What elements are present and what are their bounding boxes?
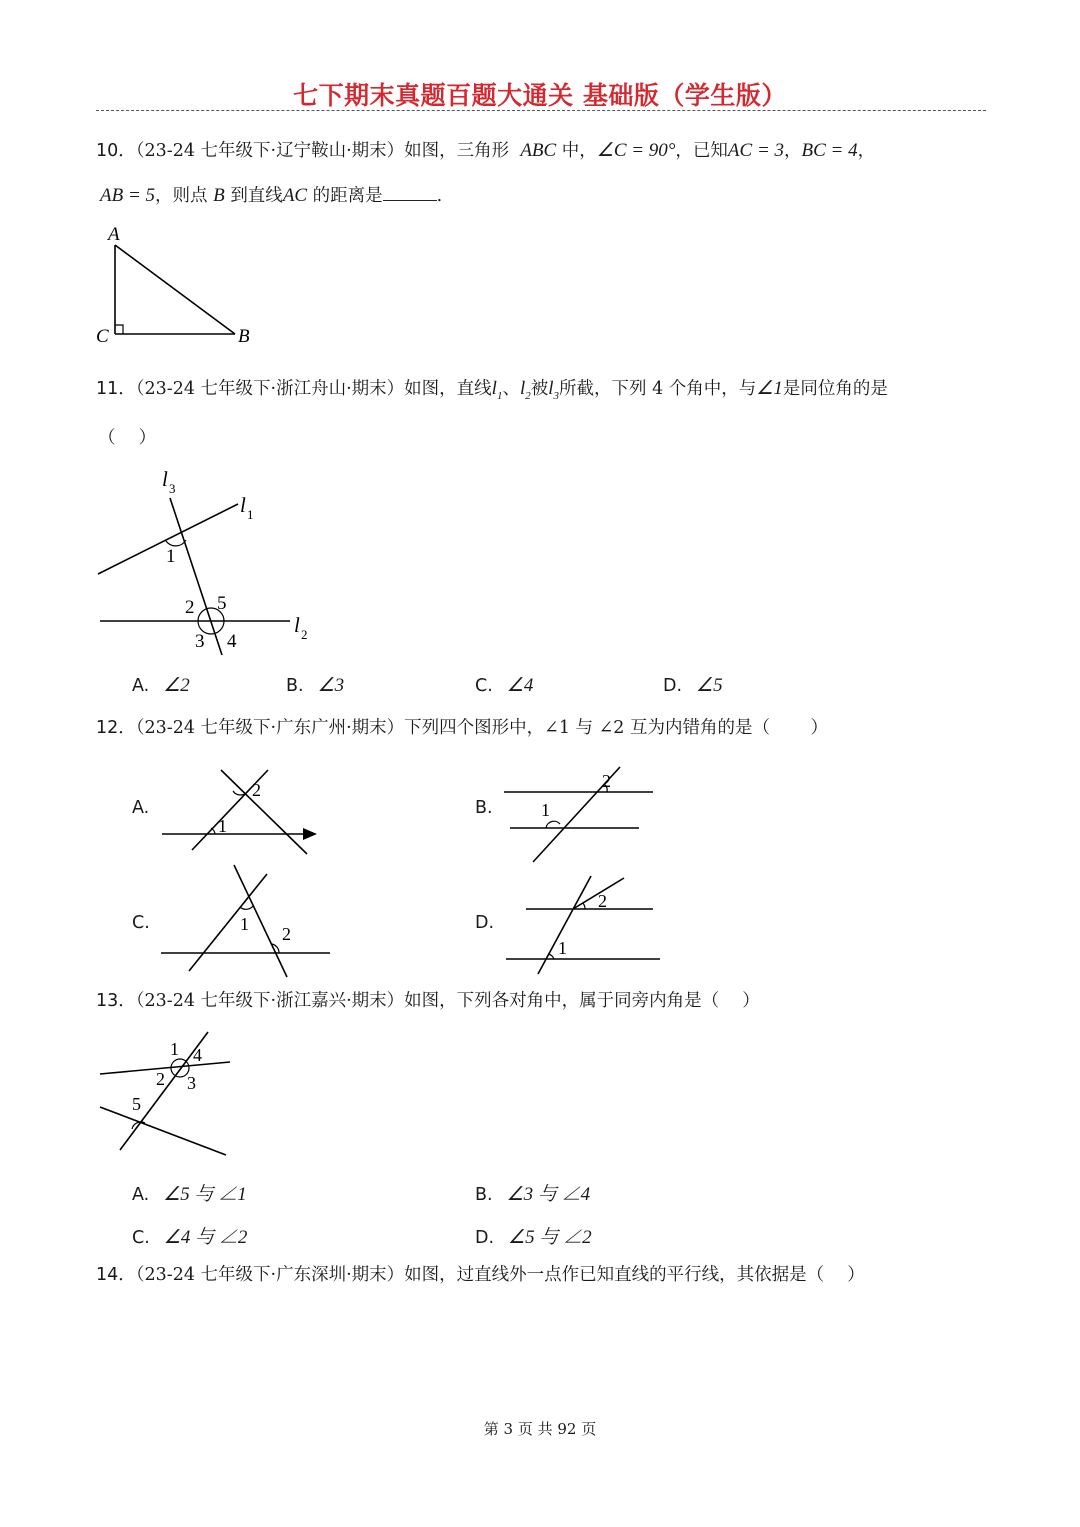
q10-label-b: B <box>238 326 250 347</box>
q12-option-a[interactable]: A. <box>132 798 150 818</box>
page-footer: 第 3 页 共 92 页 <box>483 1420 597 1438</box>
q13-line-top <box>100 1062 230 1074</box>
q12-number: 12． <box>96 718 136 738</box>
q10-line-1 <box>96 138 875 164</box>
q12b-label-2: 2 <box>602 771 611 791</box>
q10-text: ，则点 <box>155 186 208 206</box>
q10-ac-value: AC = 3 <box>727 140 785 161</box>
q13-source: （23-24 七年级下·浙江嘉兴·期末） <box>135 991 405 1011</box>
q13-label-5: 5 <box>132 1094 141 1114</box>
q12c-line-left <box>189 874 267 971</box>
q11-option-c[interactable]: C. ∠4 <box>475 675 534 696</box>
q12a-angle-1-arc <box>211 828 215 834</box>
q12-figure-a <box>155 765 325 860</box>
q13-label-2: 2 <box>156 1069 165 1089</box>
svg-text:l: l <box>294 613 300 637</box>
svg-text:l: l <box>162 467 168 491</box>
q12d-label-2: 2 <box>598 891 607 911</box>
q11-text: 如图，直线 <box>404 379 492 399</box>
q14-text: 如图，过直线外一点作已知直线的平行线，其依据是（ ） <box>404 1265 865 1285</box>
q12-figure-d <box>500 870 670 978</box>
q11-option-b[interactable]: B. ∠3 <box>286 675 345 696</box>
q11-text: 被 <box>530 379 549 399</box>
q13-option-c[interactable]: C. ∠4 与 ∠2 <box>132 1227 248 1248</box>
q12-figure-c <box>155 862 335 980</box>
q11-number: 11． <box>96 379 136 399</box>
q10-end: . <box>436 186 443 206</box>
q12d-label-1: 1 <box>558 938 567 958</box>
q11-angle-label-3: 3 <box>195 631 205 652</box>
q10-separator: ， <box>784 141 802 161</box>
q12c-label-2: 2 <box>282 924 291 944</box>
q11-line-l2: $l_2$ <box>519 378 531 402</box>
q12a-label-1: 1 <box>218 816 227 836</box>
q11-label-l3 <box>162 467 176 496</box>
q11-source: （23-24 七年级下·浙江舟山·期末） <box>135 379 405 399</box>
q13-figure <box>90 1025 240 1165</box>
q12-line-1 <box>96 715 828 741</box>
q10-angle-c: ∠C = 90° <box>596 140 676 161</box>
q12b-angle-1-arc <box>546 821 560 828</box>
q13-label-1: 1 <box>170 1039 179 1059</box>
q11-figure <box>90 462 330 662</box>
q10-label-a: A <box>108 224 120 245</box>
q10-number: 10． <box>96 141 136 161</box>
q11-line-l3: $l_3$ <box>548 378 560 402</box>
svg-text:1: 1 <box>247 507 254 522</box>
q11-label-l2 <box>294 613 308 642</box>
q13-option-b[interactable]: B. ∠3 与 ∠4 <box>475 1184 591 1205</box>
q11-angle-label-2: 2 <box>185 597 195 618</box>
q13-label-3: 3 <box>187 1073 196 1093</box>
q11-angle-label-4: 4 <box>227 631 237 652</box>
q12c-angle-1-arc <box>240 906 253 909</box>
q10-triangle-name: ABC <box>520 140 557 161</box>
q10-ab-value: AB = 5 <box>100 185 156 206</box>
svg-text:l: l <box>240 493 246 517</box>
q11-angle-label-1: 1 <box>166 546 176 567</box>
svg-text:3: 3 <box>169 481 176 496</box>
q12a-arrow-head <box>303 828 317 840</box>
q10-bc-value: BC = 4 <box>801 140 858 161</box>
q10-triangle-figure <box>90 220 270 350</box>
svg-text:2: 2 <box>301 627 308 642</box>
q13-number: 13． <box>96 991 136 1011</box>
q11-answer-paren[interactable]: （ ） <box>98 428 157 448</box>
q12a-label-2: 2 <box>252 780 261 800</box>
q11-line-l1: $l_1$ <box>491 378 503 402</box>
q14-number: 14． <box>96 1265 136 1285</box>
q10-line-2 <box>100 182 442 209</box>
q10-separator: ， <box>857 141 876 161</box>
q10-answer-blank[interactable] <box>383 182 437 201</box>
q10-text: ，已知 <box>675 141 728 161</box>
q11-angle-label-5: 5 <box>217 593 227 614</box>
q14-line-1 <box>96 1262 865 1288</box>
q12-text: 下列四个图形中，∠1 与 ∠2 互为内错角的是（ ） <box>404 718 829 738</box>
q10-source: （23-24 七年级下·辽宁鞍山·期末） <box>135 141 405 161</box>
q13-text: 如图，下列各对角中，属于同旁内角是（ ） <box>404 991 760 1011</box>
q13-line-bottom <box>100 1107 226 1155</box>
q10-text: 中， <box>561 141 597 161</box>
q11-angle-1: ∠1 <box>756 378 783 399</box>
q10-label-c: C <box>96 326 109 347</box>
q14-source: （23-24 七年级下·广东深圳·期末） <box>135 1265 405 1285</box>
q12b-label-1: 1 <box>541 800 550 820</box>
q12d-angle-2-arc <box>583 903 585 909</box>
q11-option-d[interactable]: D. ∠5 <box>663 675 723 696</box>
q12-source: （23-24 七年级下·广东广州·期末） <box>135 718 405 738</box>
q13-option-a[interactable]: A. ∠5 与 ∠1 <box>132 1184 247 1205</box>
q10-right-angle-mark <box>115 325 123 334</box>
q11-label-l1 <box>240 493 254 522</box>
q13-label-4: 4 <box>193 1045 202 1065</box>
q12-figure-b <box>500 762 660 864</box>
q10-side-ab <box>115 245 235 334</box>
header-divider <box>96 110 986 111</box>
page-header-title: 七下期末真题百题大通关 基础版（学生版） <box>293 81 787 110</box>
q10-text: 如图，三角形 <box>404 141 510 161</box>
q12-option-c[interactable]: C. <box>132 913 150 933</box>
q12-option-d[interactable]: D. <box>475 913 495 933</box>
q13-line-1 <box>96 988 760 1014</box>
q12-option-b[interactable]: B. <box>475 798 493 818</box>
q11-angle-1-arc <box>166 540 186 546</box>
q13-option-d[interactable]: D. ∠5 与 ∠2 <box>475 1227 592 1248</box>
q10-text: 的距离是 <box>312 186 383 206</box>
q11-line-1 <box>96 376 888 409</box>
q11-option-a[interactable]: A. ∠2 <box>132 675 190 696</box>
q10-point-b: B <box>213 185 225 206</box>
q12c-label-1: 1 <box>240 914 249 934</box>
q10-text: 到直线 <box>230 186 283 206</box>
q12a-line-2 <box>221 770 307 854</box>
q11-text: 是同位角的是 <box>782 379 888 399</box>
q11-text: 、 <box>502 379 520 399</box>
q10-line-ac: AC <box>282 185 308 206</box>
q11-text: 所截，下列 4 个角中，与 <box>559 379 757 399</box>
